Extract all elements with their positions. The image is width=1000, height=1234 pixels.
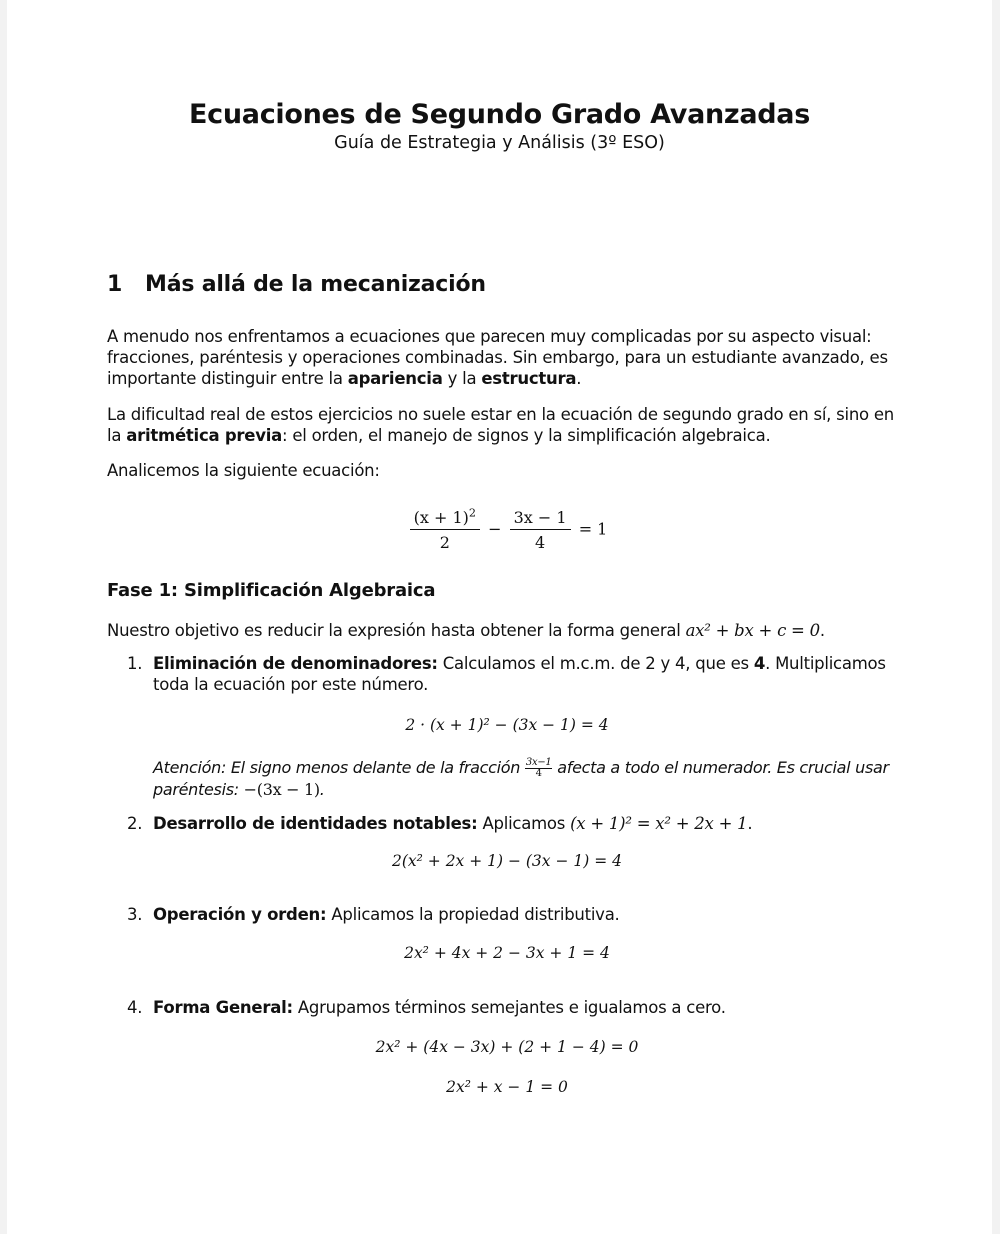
step-equation: 2(x² + 2x + 1) − (3x − 1) = 4	[391, 852, 622, 870]
document-page	[7, 0, 992, 1234]
section-number: 1	[107, 272, 123, 297]
phase-heading: Fase 1: Simplificación Algebraica	[107, 580, 436, 601]
bold-term-apariencia: apariencia	[347, 369, 443, 388]
inline-math: −(3x − 1)	[243, 780, 320, 799]
paragraph-text: .	[819, 621, 825, 640]
paragraph-analyze: Analicemos la siguiente ecuación:	[107, 461, 380, 480]
paragraph-text: : el orden, el manejo de signos y la simplificación algebraica.	[282, 426, 771, 445]
step-marker: 4.	[127, 998, 143, 1017]
document-title: Ecuaciones de Segundo Grado Avanzadas	[189, 99, 810, 130]
minus-sign: −	[488, 519, 502, 539]
note-fraction-numerator: 3x−1	[525, 757, 552, 768]
exponent: 2	[468, 506, 477, 520]
step-marker: 1.	[127, 654, 143, 673]
main-equation	[107, 508, 907, 552]
step-equation: 2x² + 4x + 2 − 3x + 1 = 4	[404, 944, 610, 962]
fraction-2-numerator: 3x − 1	[510, 508, 571, 530]
step-label: Forma General:	[153, 998, 293, 1017]
step-label: Desarrollo de identidades notables:	[153, 814, 478, 833]
section-title: Más allá de la mecanización	[145, 272, 486, 297]
inline-math: ax² + bx + c = 0	[685, 621, 820, 640]
step-marker: 3.	[127, 905, 143, 924]
attention-note	[153, 757, 913, 800]
step-text: . Multiplicamos toda la ecuación por este número.	[153, 654, 886, 694]
section-heading	[107, 272, 486, 297]
note-fraction	[525, 758, 553, 779]
inline-math: (x + 1)² = x² + 2x + 1	[570, 814, 748, 833]
step-equation: 2x² + (4x − 3x) + (2 + 1 − 4) = 0	[375, 1038, 639, 1056]
document-subtitle: Guía de Estrategia y Análisis (3º ESO)	[334, 133, 665, 153]
step-text: Aplicamos	[477, 814, 571, 833]
note-text: Atención: El signo menos delante de la fracción	[153, 758, 525, 777]
note-text: .	[319, 780, 325, 799]
content	[107, 0, 907, 1234]
step-item	[127, 904, 907, 925]
phase-intro	[107, 620, 825, 641]
paragraph-text: .	[576, 369, 582, 388]
step-text: Aplicamos la propiedad distributiva.	[326, 905, 620, 924]
step-label: Operación y orden:	[153, 905, 327, 924]
paragraph-difficulty	[107, 404, 907, 446]
step-equation-result: 2x² + x − 1 = 0	[446, 1078, 568, 1096]
fraction-2	[510, 508, 571, 552]
fraction-1	[410, 508, 480, 552]
step-marker: 2.	[127, 814, 143, 833]
bold-term-estructura: estructura	[481, 369, 577, 388]
step-item	[127, 653, 907, 695]
paragraph-intro	[107, 326, 907, 389]
paragraph-text: Nuestro objetivo es reducir la expresión hasta obtener la forma general	[107, 621, 686, 640]
paragraph-text: A menudo nos enfrentamos a ecuaciones que parecen muy complicadas por su aspecto visual: fracciones, paréntesis y operaciones combinadas. Sin embargo, para un estudiante avanzado, es importante distinguir entre la	[107, 327, 888, 388]
step-text: Calculamos el m.c.m. de 2 y 4, que es	[437, 654, 754, 673]
equation-rhs: = 1	[578, 519, 608, 539]
step-text: .	[747, 814, 753, 833]
step-equation: 2 · (x + 1)² − (3x − 1) = 4	[405, 716, 609, 734]
step-bold-value: 4	[753, 654, 766, 673]
fraction-1-denominator: 2	[439, 533, 450, 552]
step-item	[127, 997, 907, 1018]
step-label: Eliminación de denominadores:	[153, 654, 438, 673]
bold-term-aritmetica: aritmética previa	[126, 426, 283, 445]
paragraph-text: La dificultad real de estos ejercicios no suele estar en la ecuación de segundo grado en sí, sino en la	[107, 405, 894, 445]
paragraph-text: y la	[442, 369, 482, 388]
fraction-1-numerator: (x + 1)	[413, 508, 469, 527]
fraction-2-denominator: 4	[535, 533, 546, 552]
step-item	[127, 813, 907, 834]
note-text: afecta a todo el numerador. Es crucial usar paréntesis:	[153, 758, 889, 799]
note-fraction-denominator: 4	[535, 768, 542, 779]
step-text: Agrupamos términos semejantes e igualamos a cero.	[292, 998, 726, 1017]
